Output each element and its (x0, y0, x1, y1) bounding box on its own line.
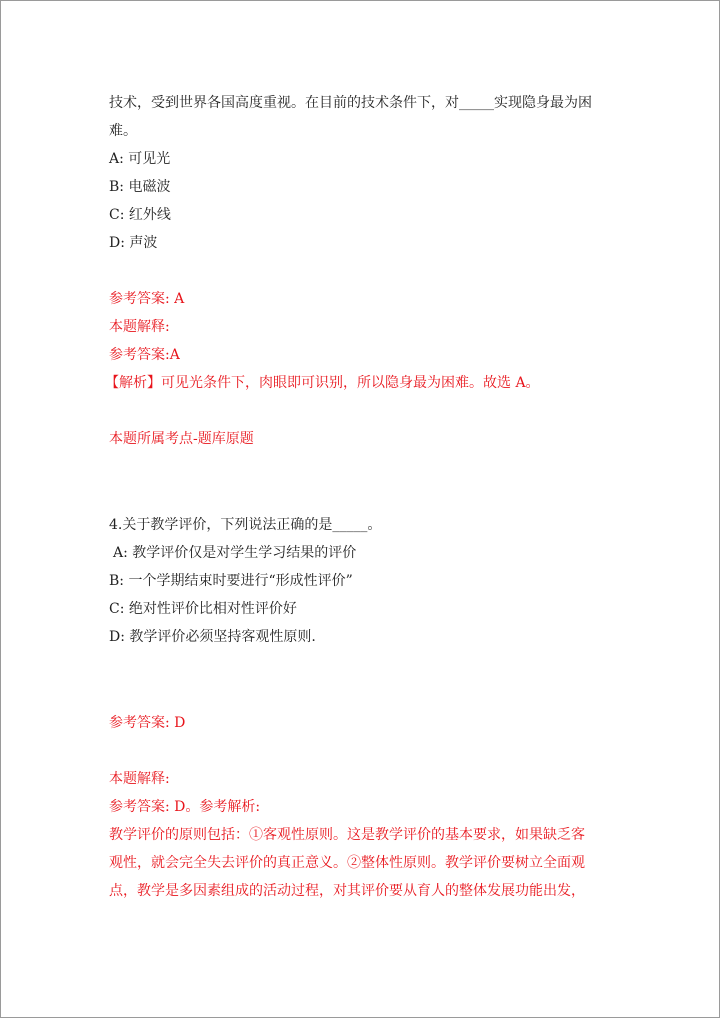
q4-explanation-line-3: 点，教学是多因素组成的活动过程，对其评价要从育人的整体发展功能出发， (109, 883, 585, 899)
q4-explanation-line-2: 观性，就会完全失去评价的真正意义。②整体性原则。教学评价要树立全面观 (109, 855, 585, 871)
q4-option-c: C: 绝对性评价比相对性评价好 (109, 601, 297, 617)
analysis-tag: 【解析】 (105, 375, 161, 391)
q3-stem-line-1: 技术，受到世界各国高度重视。在目前的技术条件下，对_____实现隐身最为困 (109, 95, 592, 111)
q3-explanation-label: 本题解释: (109, 319, 170, 335)
q3-analysis (105, 373, 540, 393)
q3-option-c: C: 红外线 (109, 207, 171, 223)
q4-option-d: D: 教学评价必须坚持客观性原则. (109, 629, 316, 645)
q4-option-a: A: 教学评价仅是对学生学习结果的评价 (113, 545, 357, 561)
q4-option-b: B: 一个学期结束时要进行“形成性评价” (109, 573, 353, 589)
q4-explanation-label: 本题解释: (109, 771, 170, 787)
q3-source: 本题所属考点-题库原题 (109, 431, 254, 447)
q4-answer-repeat: 参考答案: D。参考解析: (109, 799, 261, 815)
q3-stem-line-2: 难。 (109, 123, 137, 139)
q4-explanation-line-1: 教学评价的原则包括：①客观性原则。这是教学评价的基本要求，如果缺乏客 (109, 827, 585, 843)
q3-option-a: A: 可见光 (109, 151, 171, 167)
q4-stem: 4.关于教学评价，下列说法正确的是_____。 (109, 517, 382, 533)
analysis-text: 可见光条件下，肉眼即可识别，所以隐身最为困难。故选 A。 (161, 375, 540, 391)
q3-option-d: D: 声波 (109, 235, 158, 251)
q4-answer: 参考答案: D (109, 715, 186, 731)
q3-answer: 参考答案: A (109, 291, 185, 307)
q3-option-b: B: 电磁波 (109, 179, 171, 195)
q3-answer-repeat: 参考答案:A (109, 347, 180, 363)
